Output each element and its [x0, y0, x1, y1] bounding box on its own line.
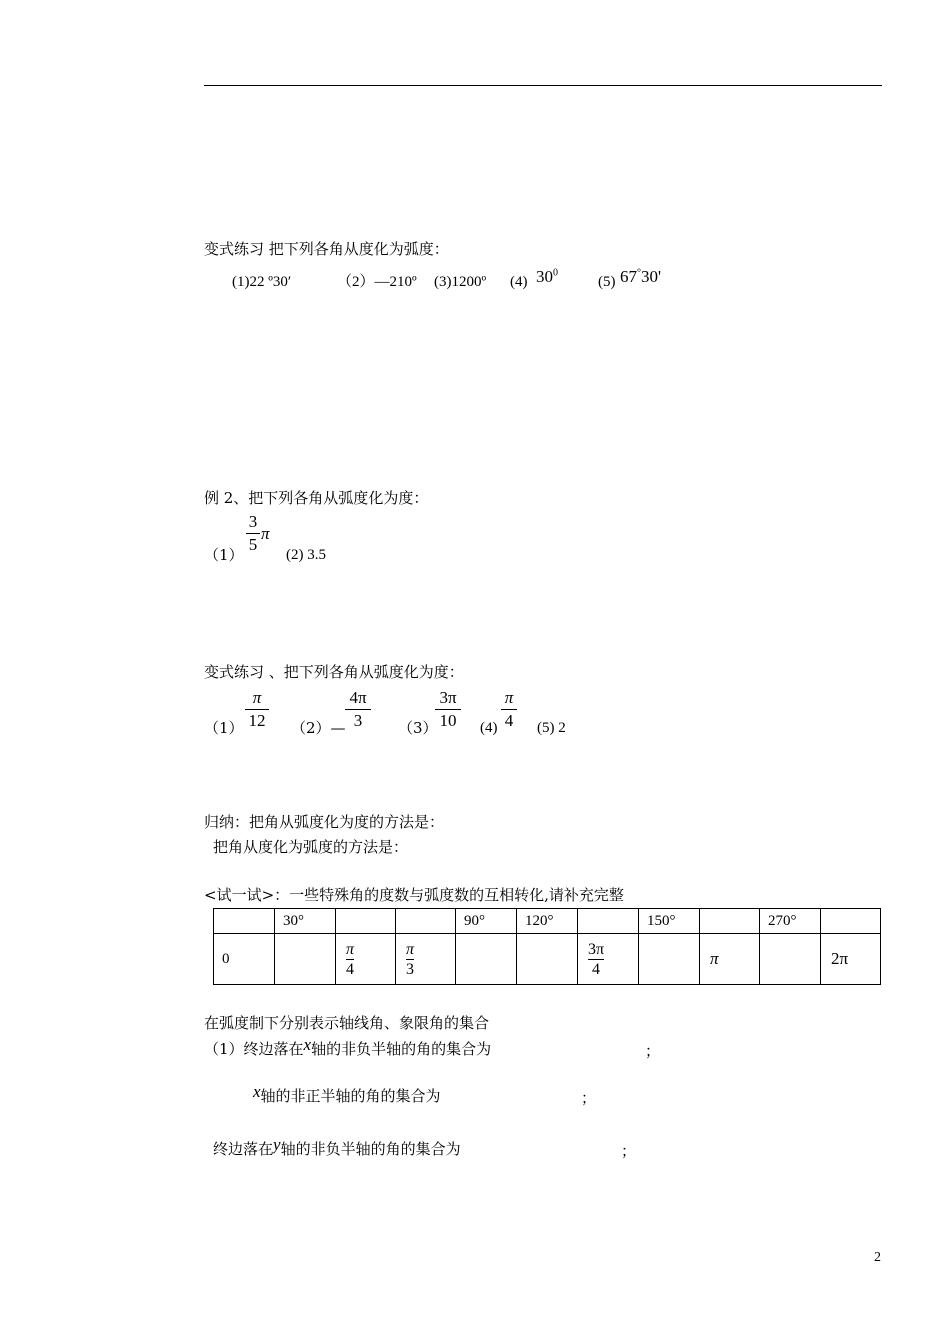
angle-conversion-table: [213, 908, 881, 985]
example2-item1-label: （1）: [204, 546, 244, 564]
exercise1-item2: （2）—210º: [337, 274, 417, 290]
exercise1-item5-value: [620, 267, 661, 287]
cell-two-pi: 2π: [831, 949, 849, 968]
cell-pi: π: [710, 949, 719, 968]
example2-item1-pi: π: [261, 524, 270, 543]
table-cell: 150°: [639, 909, 700, 934]
table-cell: 30°: [275, 909, 336, 934]
sets-line3-end: ；: [621, 1142, 637, 1160]
cell-numerator: π: [346, 940, 355, 958]
table-cell: [821, 934, 881, 985]
exercise1-item4-number: 30: [536, 267, 553, 286]
sets-line1-prefix: （1）终边落在: [204, 1040, 304, 1058]
exercise2-item4-numerator: π: [504, 688, 514, 707]
table-row-degrees: [214, 909, 881, 934]
cell-denominator: 4: [346, 960, 354, 978]
table-cell: [578, 909, 639, 934]
exercise2-item3-label: （3）: [398, 719, 438, 737]
table-cell: [639, 934, 700, 985]
sets-line1-text: 轴的非负半轴的角的集合为: [311, 1040, 492, 1058]
fraction-bar: [435, 709, 461, 710]
exercise2-item2-fraction: [345, 688, 371, 731]
exercise1-item5-degree-sign: °: [637, 267, 641, 279]
exercise2-item5: (5) 2: [537, 720, 566, 736]
exercise2-item3-numerator: 3π: [439, 688, 457, 707]
example2-item1-fraction: [246, 512, 260, 555]
summary-line1: 归纳：把角从弧度化为度的方法是：: [204, 813, 445, 831]
fraction-bar: [345, 709, 371, 710]
exercise2-item3-fraction: [435, 688, 461, 731]
sets-line1-end: ；: [645, 1042, 661, 1060]
exercise2-item1-label: （1）: [204, 719, 244, 737]
example2-heading: 例 2、把下列各角从弧度化为度：: [204, 489, 429, 507]
sets-line3: [213, 1135, 461, 1158]
sets-line1-var: x: [303, 1035, 312, 1054]
table-cell: [821, 909, 881, 934]
sets-heading: 在弧度制下分别表示轴线角、象限角的集合: [204, 1014, 490, 1032]
table-cell: [336, 934, 396, 985]
table-cell: [396, 934, 456, 985]
table-cell: [700, 909, 760, 934]
cell-fraction: [588, 940, 604, 979]
summary-line2: 把角从度化为弧度的方法是：: [213, 838, 409, 856]
cell-fraction: [346, 940, 354, 979]
exercise2-item1-denominator: 12: [248, 711, 266, 730]
exercise1-heading: 变式练习 把下列各角从度化为弧度：: [204, 240, 449, 258]
table-cell: [214, 909, 275, 934]
exercise2-heading: 变式练习 、把下列各角从弧度化为度：: [204, 663, 464, 681]
sets-line2-end: ；: [581, 1089, 597, 1107]
sets-line1: [204, 1035, 492, 1058]
exercise1-item4-exponent: 0: [553, 267, 558, 279]
example2-item1-numerator: 3: [248, 512, 258, 531]
exercise2-item3-denominator: 10: [439, 711, 457, 730]
fraction-bar: [246, 533, 260, 534]
table-cell: [456, 934, 517, 985]
exercise1-item4-label: (4): [510, 274, 528, 290]
exercise2-item4-label: (4): [480, 720, 498, 736]
table-cell: [396, 909, 456, 934]
sets-line2-text: 轴的非正半轴的角的集合为: [260, 1087, 441, 1105]
sets-line2-var: x: [253, 1082, 261, 1101]
cell-denominator: 3: [406, 960, 414, 978]
cell-numerator: π: [406, 940, 415, 958]
fraction-bar: [245, 709, 269, 710]
exercise1-item4-value: [536, 267, 558, 287]
sets-line2: [253, 1082, 441, 1105]
table-cell: 120°: [517, 909, 578, 934]
table-cell: [578, 934, 639, 985]
exercise1-item5-label: (5): [598, 274, 616, 290]
exercise2-item2-label: （2）—: [291, 719, 346, 737]
table-row-radians: [214, 934, 881, 985]
try-heading: <试一试>：一些特殊角的度数与弧度数的互相转化,请补充完整: [204, 886, 624, 904]
page-number: 2: [874, 1250, 881, 1265]
exercise2-item4-denominator: 4: [504, 711, 514, 730]
sets-line3-prefix: 终边落在: [213, 1140, 274, 1158]
exercise1-item1: (1)22 º30′: [232, 274, 292, 290]
exercise1-item5-min: 30': [641, 267, 662, 286]
table-cell: [760, 934, 821, 985]
sets-line3-var: y: [273, 1135, 281, 1154]
table-cell: 270°: [760, 909, 821, 934]
fraction-bar: [501, 709, 517, 710]
cell-numerator: 3π: [588, 940, 605, 958]
table-cell: [700, 934, 760, 985]
exercise2-item2-denominator: 3: [353, 711, 363, 730]
table-cell: [336, 909, 396, 934]
exercise2-item1-fraction: [245, 688, 269, 731]
table-cell: 90°: [456, 909, 517, 934]
table-cell: [517, 934, 578, 985]
table-cell: 0: [214, 934, 275, 985]
exercise1-item3: (3)1200º: [434, 274, 487, 290]
exercise1-item5-deg: 67: [620, 267, 637, 286]
table-cell: [275, 934, 336, 985]
example2-item1-denominator: 5: [248, 535, 258, 554]
cell-fraction: [406, 940, 414, 979]
exercise2-item4-fraction: [501, 688, 517, 731]
header-rule: [204, 85, 882, 86]
sets-line3-text: 轴的非负半轴的角的集合为: [280, 1140, 461, 1158]
exercise2-item2-numerator: 4π: [349, 688, 367, 707]
cell-denominator: 4: [588, 959, 604, 979]
exercise2-item1-numerator: π: [252, 688, 262, 707]
example2-item2: (2) 3.5: [286, 547, 326, 563]
